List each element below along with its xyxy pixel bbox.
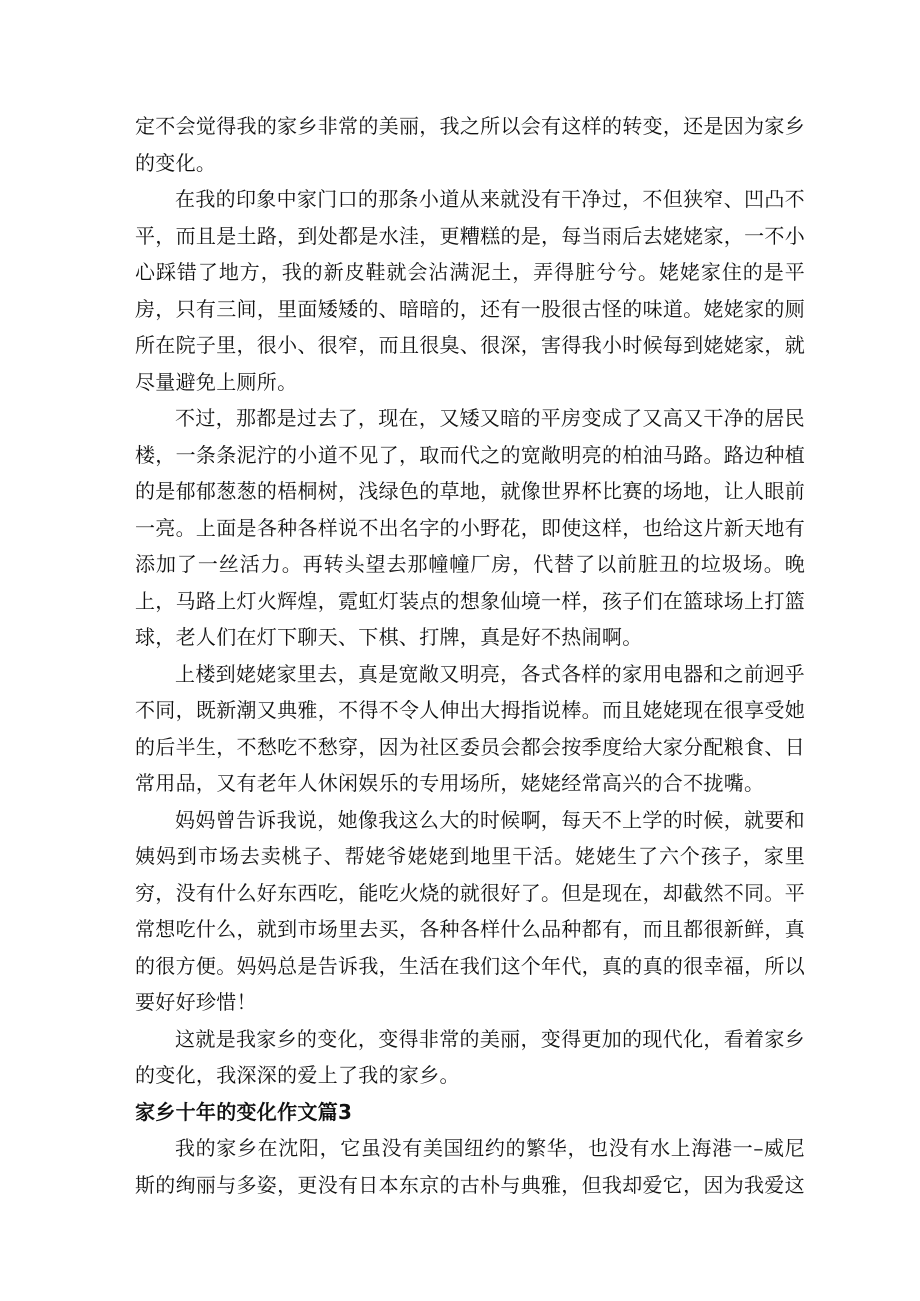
paragraph-conclusion: 这就是我家乡的变化，变得非常的美丽，变得更加的现代化，看着家乡的变化，我深深的爱上了我的家乡。 <box>135 1026 805 1087</box>
paragraph-shenyang-intro: 我的家乡在沈阳，它虽没有美国纽约的繁华，也没有水上海港一–威尼斯的绚丽与多姿，更没有日本东京的古朴与典雅，但我却爱它，因为我爱这 <box>135 1136 805 1197</box>
paragraph-mother-story: 妈妈曾告诉我说，她像我这么大的时候啊，每天不上学的时候，就要和姨妈到市场去卖桃子、帮姥爷姥姥到地里干活。姥姥生了六个孩子，家里穷，没有什么好东西吃，能吃火烧的就很好了。但是现在，却截然不同。平常想吃什么，就到市场里去买，各种各样什么品种都有，而且都很新鲜，真的很方便。妈妈总是告诉我，生活在我们这个年代，真的真的很幸福，所以要好好珍惜！ <box>135 807 805 1014</box>
section-heading: 家乡十年的变化作文篇3 <box>135 1099 353 1124</box>
document-body <box>135 108 805 1203</box>
paragraph-memory-old-road: 在我的印象中家门口的那条小道从来就没有干净过，不但狭窄、凹凸不平，而且是土路，到处都是水洼，更糟糕的是，每当雨后去姥姥家，一不小心踩错了地方，我的新皮鞋就会沾满泥土，弄得脏兮兮。姥姥家住的是平房，只有三间，里面矮矮的、暗暗的，还有一股很古怪的味道。姥姥家的厕所在院子里，很小、很窄，而且很臭、很深，害得我小时候每到姥姥家，就尽量避免上厕所。 <box>135 187 805 394</box>
paragraph-present-changes: 不过，那都是过去了，现在，又矮又暗的平房变成了又高又干净的居民楼，一条条泥泞的小道不见了，取而代之的宽敞明亮的柏油马路。路边种植的是郁郁葱葱的梧桐树，浅绿色的草地，就像世界杯比赛的场地，让人眼前一亮。上面是各种各样说不出名字的小野花，即使这样，也给这片新天地有添加了一丝活力。再转头望去那幢幢厂房，代替了以前脏丑的垃圾场。晚上，马路上灯火辉煌，霓虹灯装点的想象仙境一样，孩子们在篮球场上打篮球，老人们在灯下聊天、下棋、打牌，真是好不热闹啊。 <box>135 406 805 649</box>
paragraph-continuation: 定不会觉得我的家乡非常的美丽，我之所以会有这样的转变，还是因为家乡的变化。 <box>135 114 805 175</box>
paragraph-grandma-home: 上楼到姥姥家里去，真是宽敞又明亮，各式各样的家用电器和之前迥乎不同，既新潮又典雅，不得不令人伸出大拇指说棒。而且姥姥现在很享受她的后半生，不愁吃不愁穿，因为社区委员会都会按季度给大家分配粮食、日常用品，又有老年人休闲娱乐的专用场所，姥姥经常高兴的合不拢嘴。 <box>135 661 805 795</box>
